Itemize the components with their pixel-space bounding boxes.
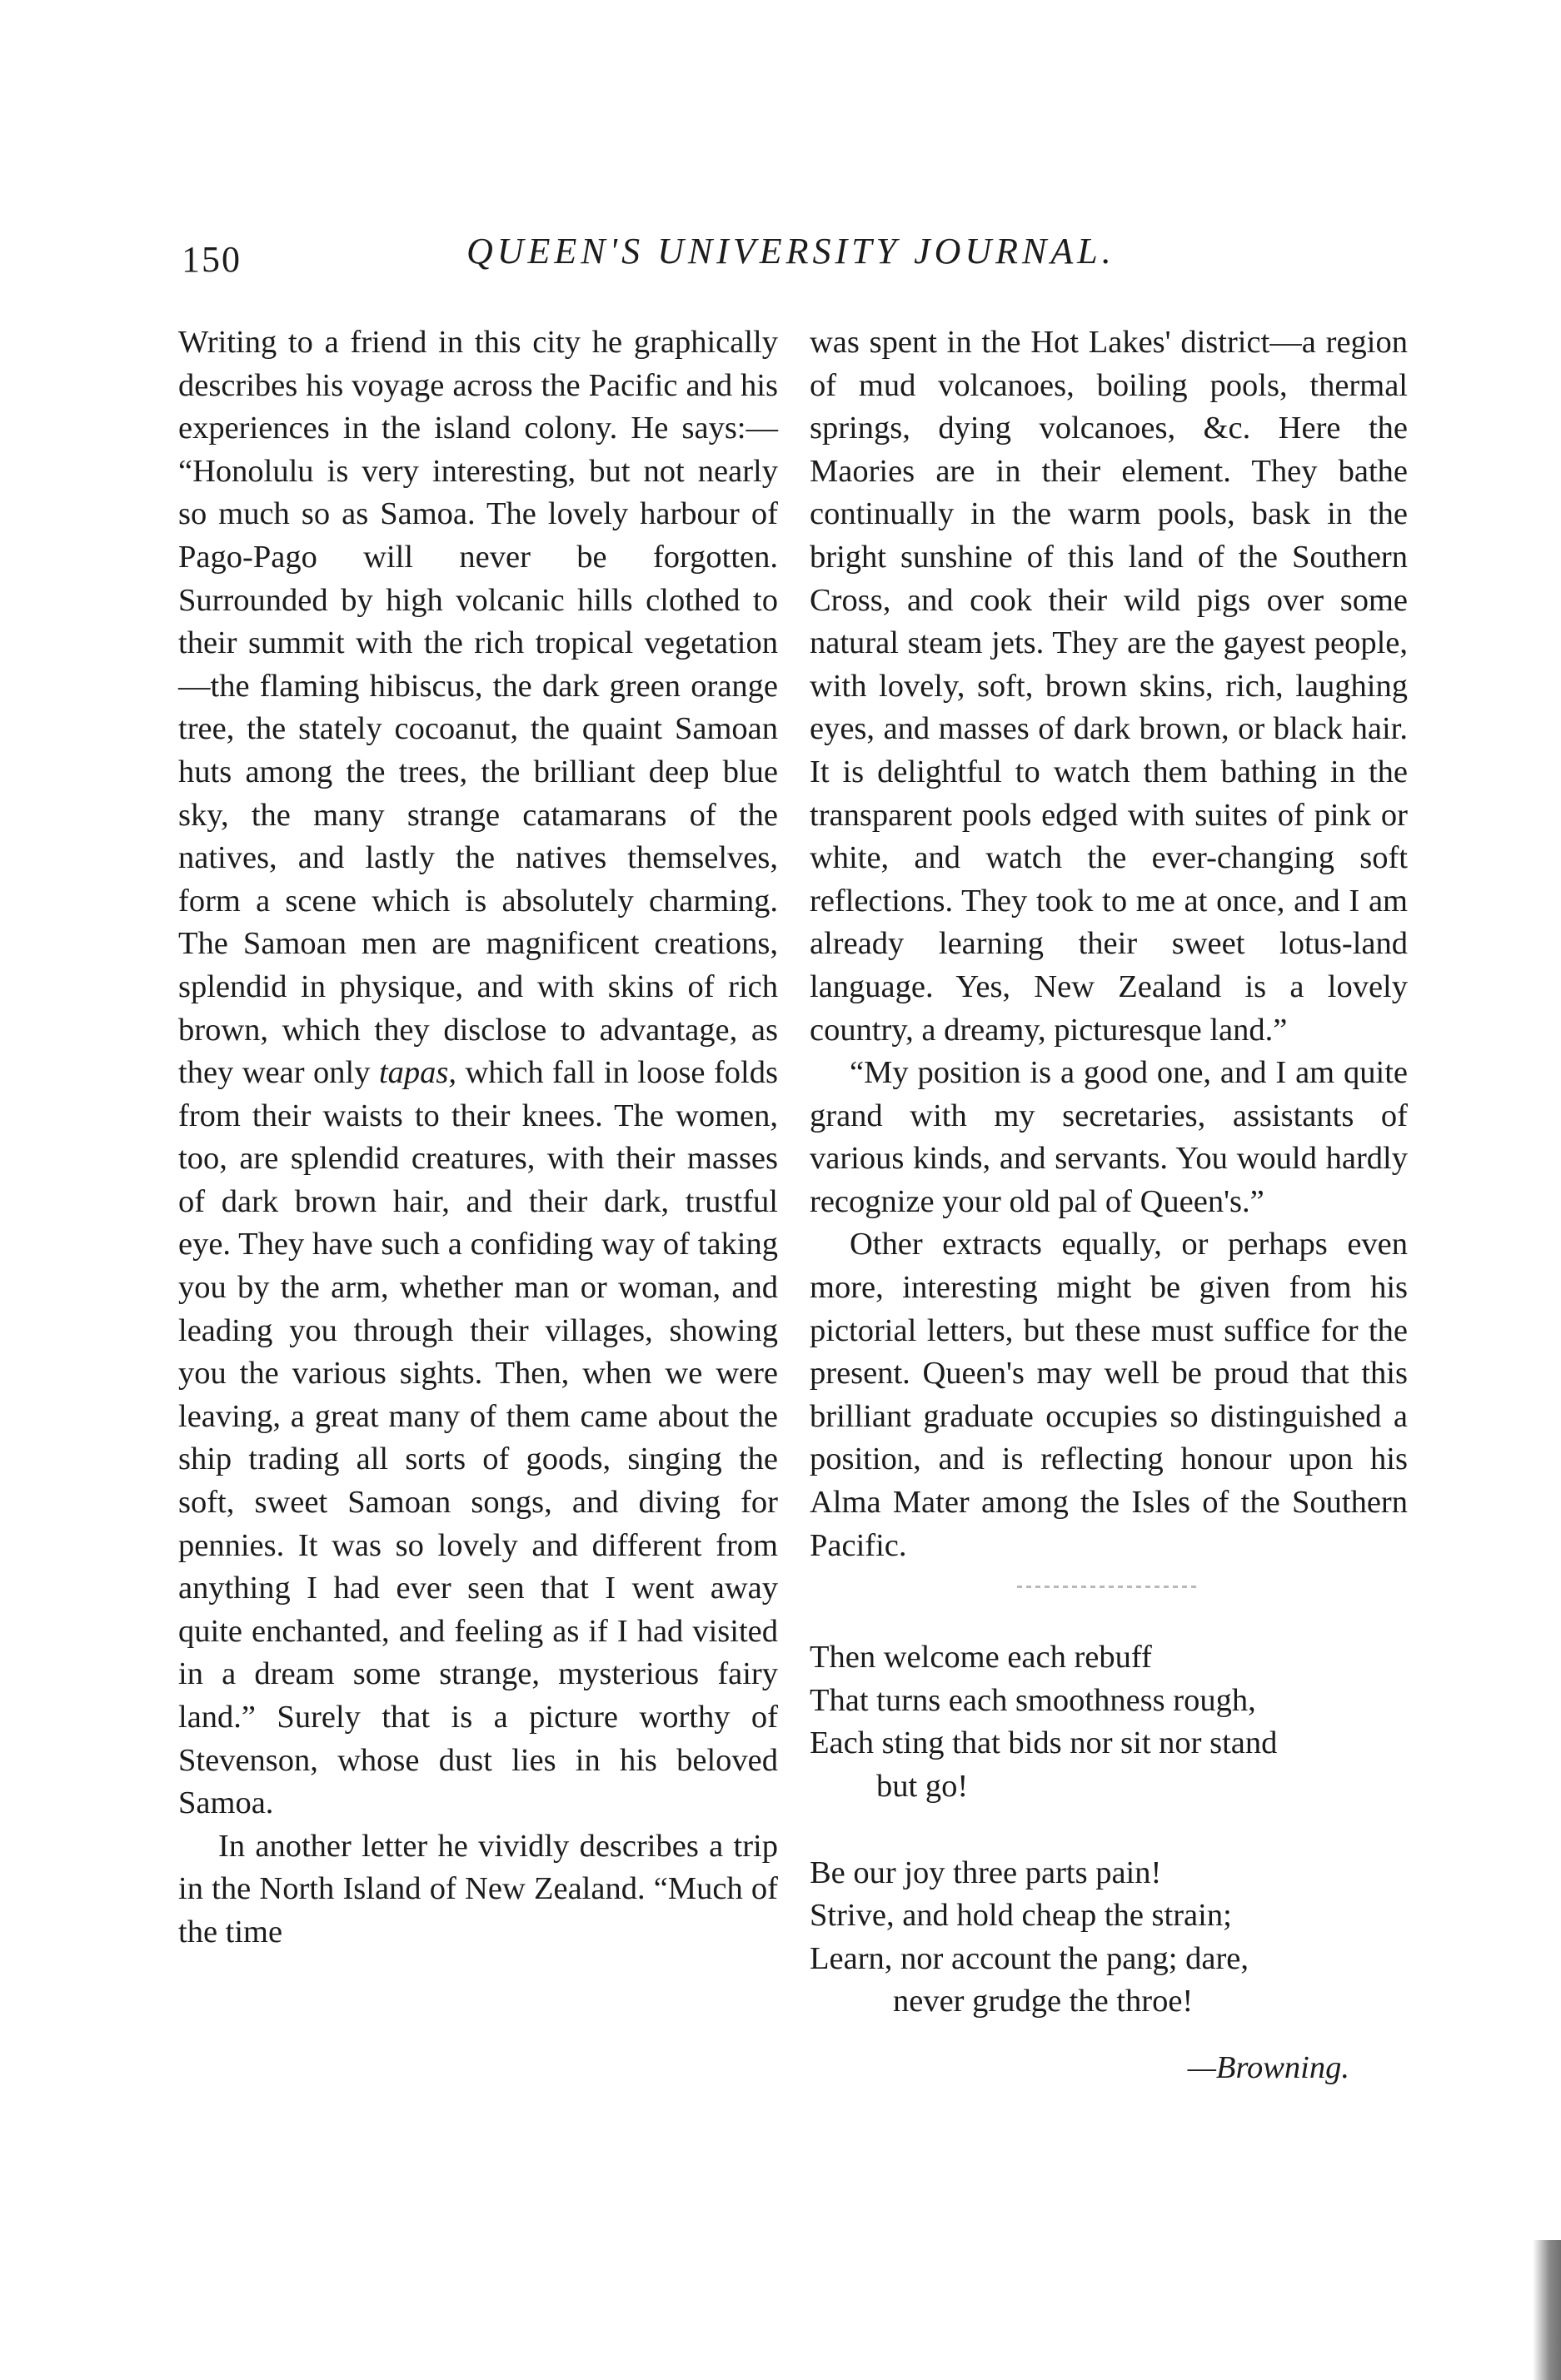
stanza-gap xyxy=(810,1809,1408,1852)
left-column xyxy=(178,321,778,1954)
poem-attribution: —Browning. xyxy=(1187,2049,1349,2085)
left-paragraph-1 xyxy=(178,321,778,1825)
running-head: QUEEN'S UNIVERSITY JOURNAL. xyxy=(466,231,1115,271)
page-edge-shadow xyxy=(1533,2240,1561,2380)
left-paragraph-1-text-b: which fall in loose folds from their waists to their knees. The women, too, are splendid creatures, with their masses of dark brown hair, and their dark, trustful eye. They have such a confiding way of taking you by the arm, whether man or woman, and leading you through their villages, showing you the various sights. Then, when we were leaving, a great many of them came about the ship trading all sorts of goods, singing the soft, sweet Samoan songs, and diving for pennies. It was so lovely and different from anything I had ever seen that I went away quite enchanted, and feeling as if I had visited in a dream some strange, mysterious fairy land.” Surely that is a picture worthy of Stevenson, whose dust lies in his beloved Samoa. xyxy=(178,1055,778,1821)
poem-line: never grudge the throe! xyxy=(893,1984,1194,2019)
right-paragraph-2: “My position is a good one, and I am quite grand with my secretaries, assistants of various kinds, and servants. You would hardly recognize your old pal of Queen's.” xyxy=(810,1055,1408,1219)
right-paragraph-3: Other extracts equally, or perhaps even more, interesting might be given from his pictorial letters, but these must suffice for the present. Queen's may well be proud that this brilliant graduate occupies so distinguished a position, and is reflecting honour upon his Alma Mater among the Isles of the Southern Pacific. xyxy=(810,1227,1408,1563)
poem-line: That turns each smoothness rough, xyxy=(810,1682,1256,1718)
poem-line: but go! xyxy=(876,1769,969,1804)
right-paragraph-1: was spent in the Hot Lakes' district—a region of mud volcanoes, boiling pools, thermal springs, dying volcanoes, &c. Here the Maories are in their element. They bathe continually in the warm pools, bask in the bright sunshine of this land of the Southern Cross, and cook their wild pigs over some natural steam jets. They are the gayest people, with lovely, soft, brown skins, rich, laughing eyes, and masses of dark brown, or black hair. It is delightful to watch them bathing in the transparent pools edged with suites of pink or white, and watch the ever-changing soft reflections. They took to me at once, and I am already learning their sweet lotus-land language. Yes, New Zealand is a lovely country, a dreamy, picturesque land.” xyxy=(810,325,1408,1048)
right-column xyxy=(810,321,1408,2090)
left-paragraph-1-text-a: Writing to a friend in this city he graphically describes his voyage across the Pacific and his experiences in the island colony. He says:— “Honolulu is very interesting, but not nearly so much so as Samoa. The lovely harbour of Pago-Pago will never be forgotten. Surrounded by high volcanic hills clothed to their summit with the rich tropical vegetation—the flaming hibiscus, the dark green orange tree, the stately cocoanut, the quaint Samoan huts among the trees, the brilliant deep blue sky, the many strange catamarans of the natives, and lastly the natives themselves, form a scene which is absolutely charming. The Samoan men are magnificent creations, splendid in physique, and with skins of rich brown, which they disclose to advantage, as they wear only xyxy=(178,325,778,1091)
poem-line: Learn, nor account the pang; dare, xyxy=(810,1940,1249,1976)
poem-line: Then welcome each rebuff xyxy=(810,1640,1152,1675)
page-number: 150 xyxy=(182,239,242,280)
poem-line: Be our joy three parts pain! xyxy=(810,1855,1162,1890)
poem-line: Strive, and hold cheap the strain; xyxy=(810,1898,1232,1934)
poem xyxy=(810,1636,1408,2089)
left-paragraph-2: In another letter he vividly describes a trip in the North Island of New Zealand. “Much of the time xyxy=(178,1828,778,1949)
tapas-italic: tapas, xyxy=(378,1055,457,1091)
section-divider xyxy=(1017,1586,1200,1588)
poem-line: Each sting that bids nor sit nor stand xyxy=(810,1725,1278,1761)
